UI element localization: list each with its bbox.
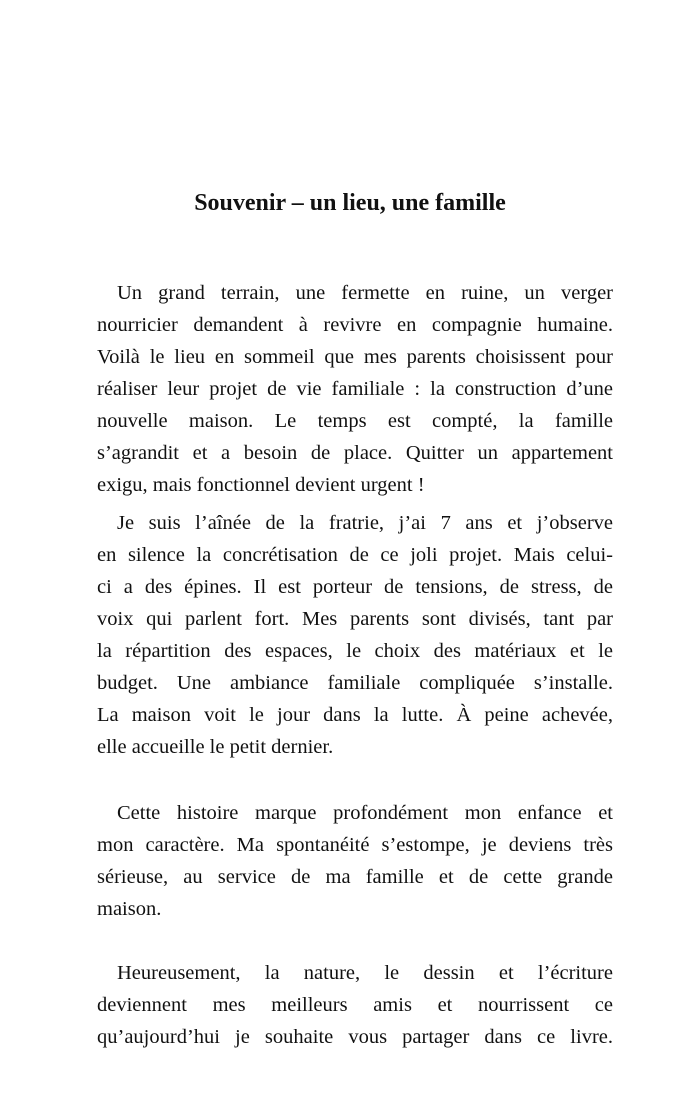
page-title: Souvenir – un lieu, une famille	[194, 190, 506, 216]
text-line: exigu, mais fonctionnel devient urgent !	[97, 474, 425, 496]
text-line: Cette histoire marque profondément mon enfance et	[117, 802, 613, 824]
text-line: voix qui parlent fort. Mes parents sont divisés, tant par	[97, 608, 613, 630]
text-line: réaliser leur projet de vie familiale : la construction d’une	[97, 378, 613, 400]
text-line: en silence la concrétisation de ce joli projet. Mais celui-	[97, 544, 613, 566]
paragraph-2	[97, 507, 613, 763]
text-line: La maison voit le jour dans la lutte. À peine achevée,	[97, 704, 613, 726]
paragraph-3	[97, 797, 613, 925]
text-line: s’agrandit et a besoin de place. Quitter un appartement	[97, 442, 613, 464]
text-line: nourricier demandent à revivre en compagnie humaine.	[97, 314, 613, 336]
text-line: Je suis l’aînée de la fratrie, j’ai 7 ans et j’observe	[117, 512, 613, 534]
paragraph-4	[97, 957, 613, 1053]
text-line: Un grand terrain, une fermette en ruine, un verger	[117, 282, 613, 304]
text-line: maison.	[97, 898, 162, 920]
text-line: la répartition des espaces, le choix des matériaux et le	[97, 640, 613, 662]
paragraph-1	[97, 277, 613, 501]
text-line: deviennent mes meilleurs amis et nourrissent ce	[97, 994, 613, 1016]
text-line: sérieuse, au service de ma famille et de cette grande	[97, 866, 613, 888]
text-line: nouvelle maison. Le temps est compté, la famille	[97, 410, 613, 432]
text-line: Voilà le lieu en sommeil que mes parents choisissent pour	[97, 346, 613, 368]
text-line: mon caractère. Ma spontanéité s’estompe, je deviens très	[97, 834, 613, 856]
text-line: ci a des épines. Il est porteur de tensions, de stress, de	[97, 576, 613, 598]
text-line: qu’aujourd’hui je souhaite vous partager dans ce livre.	[97, 1026, 613, 1048]
text-line: Heureusement, la nature, le dessin et l’écriture	[117, 962, 613, 984]
text-line: budget. Une ambiance familiale compliquée s’installe.	[97, 672, 613, 694]
text-line: elle accueille le petit dernier.	[97, 736, 334, 758]
